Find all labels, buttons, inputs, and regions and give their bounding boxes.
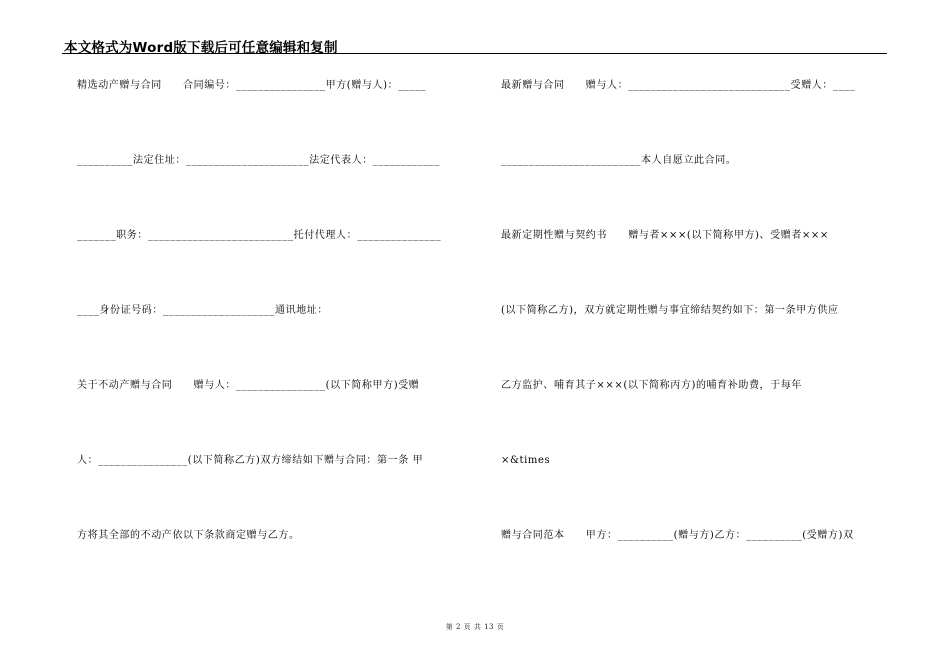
header-rule xyxy=(62,53,887,54)
right-line-7: 赠与合同范本 甲方：__________(赠与方)乙方：__________(受赠方)双 xyxy=(501,530,854,541)
right-line-4: (以下简称乙方)，双方就定期性赠与事宜缔结契约如下：第一条甲方供应 xyxy=(501,305,839,316)
left-line-7: 方将其全部的不动产依以下条款商定赠与乙方。 xyxy=(77,530,300,541)
left-line-1: 精选动产赠与合同 合同编号：________________甲方(赠与人)：_____ xyxy=(77,80,427,91)
left-line-6: 人：________________(以下简称乙方)双方缔结如下赠与合同：第一条 甲 xyxy=(77,455,424,466)
left-line-5: 关于不动产赠与合同 赠与人：________________(以下简称甲方)受赠 xyxy=(77,380,420,391)
left-line-2: __________法定住址：______________________法定代表人：____________ xyxy=(77,155,440,166)
left-line-4: ____身份证号码：____________________通讯地址： xyxy=(77,305,328,316)
page-number: 第 2 页 共 13 页 xyxy=(445,623,505,631)
right-line-3: 最新定期性赠与契约书 赠与者×××(以下简称甲方)、受赠者××× xyxy=(501,230,829,241)
right-line-6: ×&times xyxy=(501,455,551,466)
right-line-5: 乙方监护、哺育其子×××(以下简称丙方)的哺育补助费，于每年 xyxy=(501,380,802,391)
left-line-3: _______职务：__________________________托付代理人：_______________ xyxy=(77,230,442,241)
header-title: 本文格式为Word版下载后可任意编辑和复制 xyxy=(64,40,338,56)
right-line-2: _________________________本人自愿立此合同。 xyxy=(501,155,737,166)
right-line-1: 最新赠与合同 赠与人：_____________________________受赠人：____ xyxy=(501,80,856,91)
